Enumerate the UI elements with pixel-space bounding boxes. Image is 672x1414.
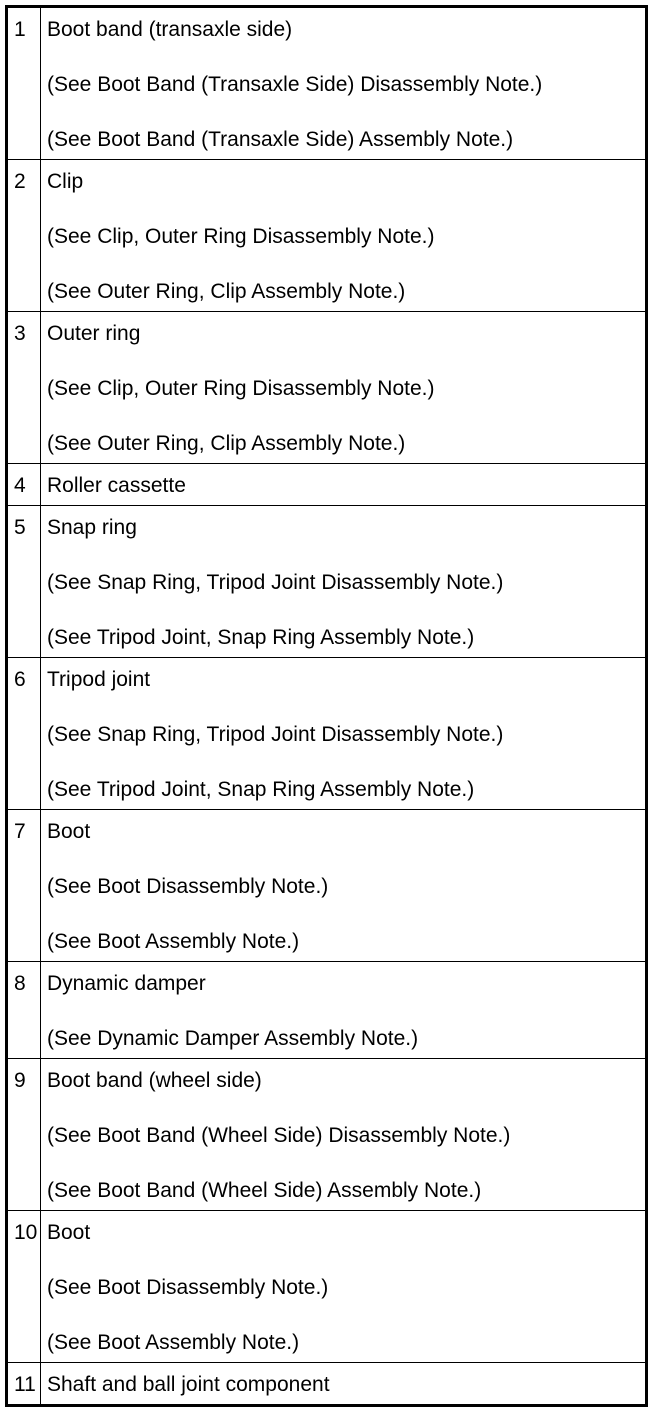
table-row <box>7 506 647 658</box>
note-link[interactable]: (See Boot Disassembly Note.) <box>47 875 329 898</box>
part-description <box>41 464 647 506</box>
note-link[interactable]: (See Boot Disassembly Note.) <box>47 1276 329 1299</box>
note-link[interactable]: (See Snap Ring, Tripod Joint Disassembly Note.) <box>47 723 504 746</box>
part-number: 11 <box>7 1363 41 1406</box>
part-name: Boot band (transaxle side) <box>47 18 293 41</box>
table-row <box>7 1059 647 1211</box>
part-description <box>41 506 647 658</box>
table-row <box>7 1363 647 1406</box>
table-row <box>7 312 647 464</box>
note-link[interactable]: (See Tripod Joint, Snap Ring Assembly Note.) <box>47 778 475 801</box>
part-description <box>41 1059 647 1211</box>
note-link[interactable]: (See Boot Assembly Note.) <box>47 930 300 953</box>
note-link[interactable]: (See Clip, Outer Ring Disassembly Note.) <box>47 225 435 248</box>
table-row <box>7 160 647 312</box>
part-name: Roller cassette <box>47 474 186 497</box>
table-row <box>7 810 647 962</box>
table-row <box>7 962 647 1059</box>
note-link[interactable]: (See Boot Band (Transaxle Side) Disassembly Note.) <box>47 73 543 96</box>
note-link[interactable]: (See Dynamic Damper Assembly Note.) <box>47 1027 419 1050</box>
note-link[interactable]: (See Clip, Outer Ring Disassembly Note.) <box>47 377 435 400</box>
part-number: 9 <box>7 1059 41 1211</box>
table-row <box>7 658 647 810</box>
part-name: Snap ring <box>47 516 137 539</box>
part-number: 8 <box>7 962 41 1059</box>
part-number: 5 <box>7 506 41 658</box>
part-name: Shaft and ball joint component <box>47 1373 330 1396</box>
note-link[interactable]: (See Boot Band (Transaxle Side) Assembly Note.) <box>47 128 514 151</box>
table-row <box>7 1211 647 1363</box>
part-name: Outer ring <box>47 322 141 345</box>
part-name: Boot <box>47 1221 91 1244</box>
note-link[interactable]: (See Outer Ring, Clip Assembly Note.) <box>47 432 406 455</box>
parts-table <box>5 5 648 1407</box>
note-link[interactable]: (See Snap Ring, Tripod Joint Disassembly Note.) <box>47 571 504 594</box>
part-name: Boot band (wheel side) <box>47 1069 262 1092</box>
part-number: 7 <box>7 810 41 962</box>
part-description <box>41 160 647 312</box>
table-row <box>7 7 647 160</box>
part-description <box>41 7 647 160</box>
part-description <box>41 1211 647 1363</box>
part-number: 4 <box>7 464 41 506</box>
part-number: 3 <box>7 312 41 464</box>
table-row <box>7 464 647 506</box>
part-description <box>41 810 647 962</box>
part-name: Boot <box>47 820 91 843</box>
note-link[interactable]: (See Outer Ring, Clip Assembly Note.) <box>47 280 406 303</box>
part-description <box>41 962 647 1059</box>
part-description <box>41 1363 647 1406</box>
note-link[interactable]: (See Boot Band (Wheel Side) Disassembly Note.) <box>47 1124 511 1147</box>
part-number: 2 <box>7 160 41 312</box>
part-description <box>41 312 647 464</box>
note-link[interactable]: (See Tripod Joint, Snap Ring Assembly Note.) <box>47 626 475 649</box>
part-description <box>41 658 647 810</box>
part-name: Clip <box>47 170 84 193</box>
note-link[interactable]: (See Boot Band (Wheel Side) Assembly Note.) <box>47 1179 482 1202</box>
part-number: 10 <box>7 1211 41 1363</box>
note-link[interactable]: (See Boot Assembly Note.) <box>47 1331 300 1354</box>
part-number: 6 <box>7 658 41 810</box>
part-name: Tripod joint <box>47 668 151 691</box>
part-name: Dynamic damper <box>47 972 206 995</box>
part-number: 1 <box>7 7 41 160</box>
